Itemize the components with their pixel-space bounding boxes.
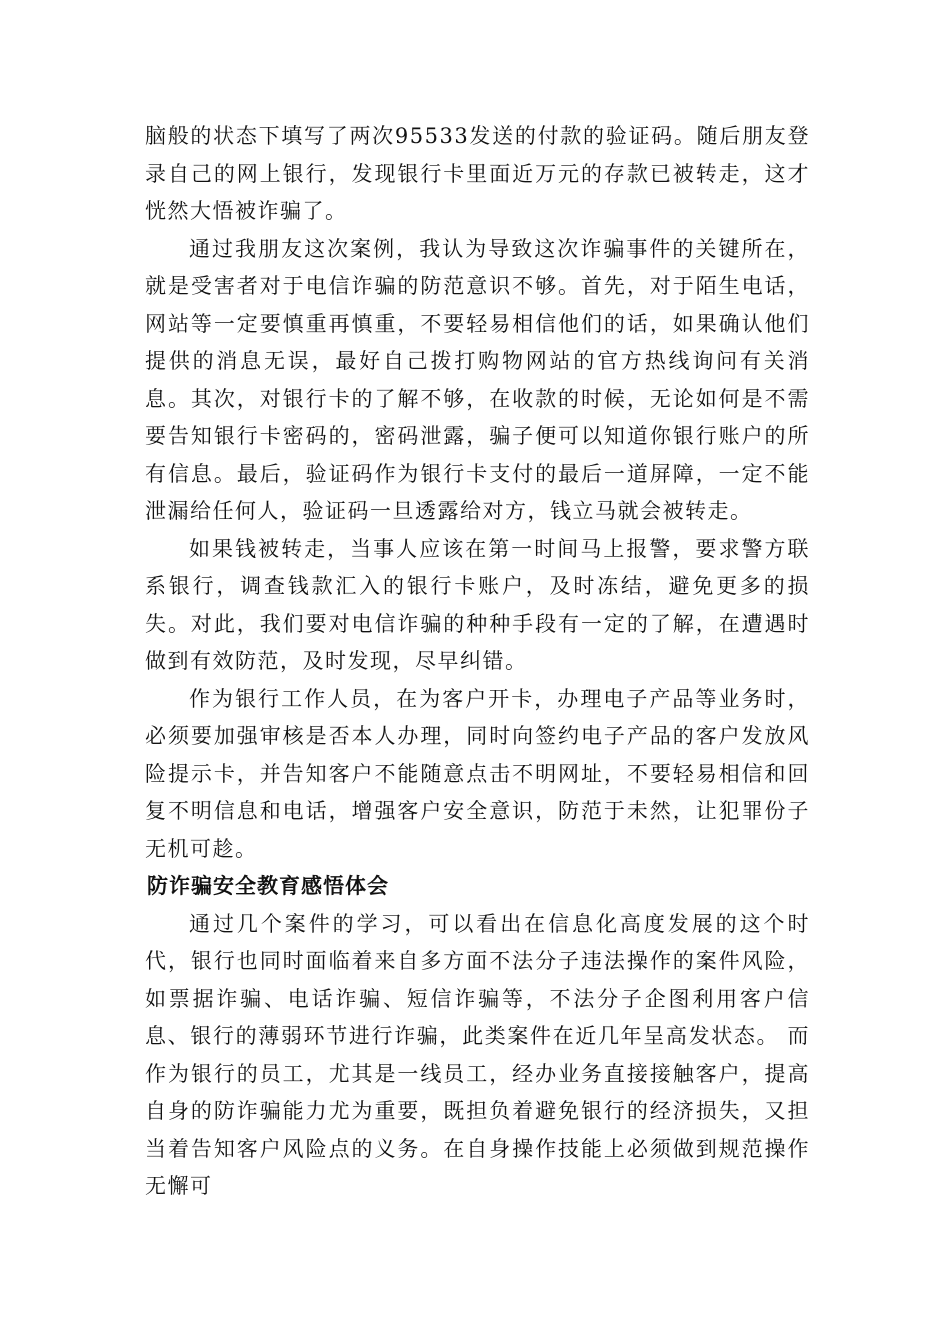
- paragraph-continuation: 脑般的状态下填写了两次95533发送的付款的验证码。随后朋友登录自己的网上银行，发现银行卡里面近万元的存款已被转走，这才恍然大悟被诈骗了。: [145, 124, 810, 223]
- document-page: [145, 118, 810, 1206]
- paragraph-bank-staff: 作为银行工作人员，在为客户开卡，办理电子产品等业务时，必须要加强审核是否本人办理，同时向签约电子产品的客户发放风险提示卡，并告知客户不能随意点击不明网址，不要轻易相信和回复不明信息和电话，增强客户安全意识，防范于未然，让犯罪份子无机可趁。: [145, 686, 810, 861]
- paragraph-after-transfer: 如果钱被转走，当事人应该在第一时间马上报警，要求警方联系银行，调查钱款汇入的银行卡账户，及时冻结，避免更多的损失。对此，我们要对电信诈骗的种种手段有一定的了解，在遭遇时做到有效防范，及时发现，尽早纠错。: [145, 536, 810, 673]
- paragraph-case-analysis: 通过我朋友这次案例，我认为导致这次诈骗事件的关键所在，就是受害者对于电信诈骗的防范意识不够。首先，对于陌生电话，网站等一定要慎重再慎重，不要轻易相信他们的话，如果确认他们提供的消息无误，最好自己拨打购物网站的官方热线询问有关消息。其次，对银行卡的了解不够，在收款的时候，无论如何是不需要告知银行卡密码的，密码泄露，骗子便可以知道你银行账户的所有信息。最后，验证码作为银行卡支付的最后一道屏障，一定不能泄漏给任何人，验证码一旦透露给对方，钱立马就会被转走。: [145, 236, 810, 523]
- section-heading: 防诈骗安全教育感悟体会: [147, 874, 389, 898]
- paragraph-section-body: 通过几个案件的学习，可以看出在信息化高度发展的这个时代，银行也同时面临着来自多方面不法分子违法操作的案件风险，如票据诈骗、电话诈骗、短信诈骗等，不法分子企图利用客户信息、银行的薄弱环节进行诈骗，此类案件在近几年呈高发状态。 而作为银行的员工，尤其是一线员工，经办业务直接接触客户，提高自身的防诈骗能力尤为重要，既担负着避免银行的经济损失，又担当着告知客户风险点的义务。在自身操作技能上必须做到规范操作无懈可: [145, 911, 810, 1198]
